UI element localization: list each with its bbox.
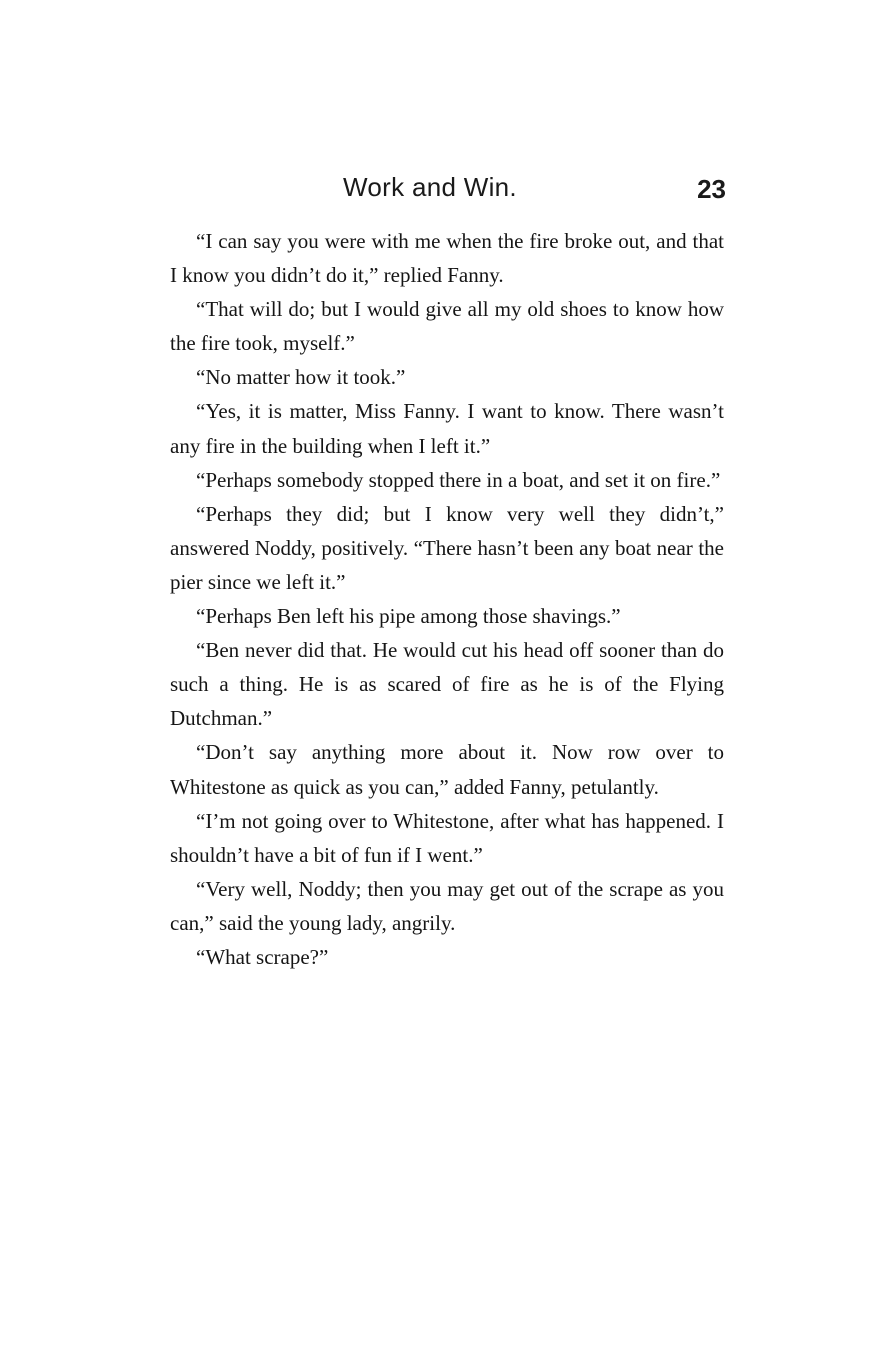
paragraph: “Perhaps Ben left his pipe among those shavings.” [196, 604, 621, 629]
paragraph: “Very well, Noddy; then you may get out of the scrape as you can,” said the young lady, angrily. [170, 876, 724, 935]
paragraph: “I’m not going over to Whitestone, after what has happened. I shouldn’t have a bit of fun if I went.” [170, 808, 724, 867]
paragraph: “Perhaps somebody stopped there in a boat, and set it on fire.” [196, 467, 721, 492]
paragraph: “Yes, it is matter, Miss Fanny. I want to know. There wasn’t any fire in the building when I left it.” [170, 399, 724, 458]
running-title: Work and Win. [343, 172, 517, 202]
paragraph: “Don’t say anything more about it. Now row over to Whitestone as quick as you can,” added Fanny, petulantly. [170, 740, 724, 799]
paragraph: “No matter how it took.” [196, 365, 406, 390]
paragraph: “That will do; but I would give all my old shoes to know how the fire took, myself.” [170, 297, 724, 356]
page-number: 23 [697, 174, 726, 204]
paragraph: “What scrape?” [196, 944, 329, 969]
body-text [170, 224, 724, 974]
paragraph: “Ben never did that. He would cut his head off sooner than do such a thing. He is as scared of fire as he is of the Flying Dutchman.” [170, 638, 724, 731]
paragraph: “Perhaps they did; but I know very well they didn’t,” answered Noddy, positively. “There hasn’t been any boat near the pier since we left it.” [170, 501, 724, 594]
paragraph: “I can say you were with me when the fire broke out, and that I know you didn’t do it,” replied Fanny. [170, 229, 724, 288]
running-head [170, 172, 726, 212]
